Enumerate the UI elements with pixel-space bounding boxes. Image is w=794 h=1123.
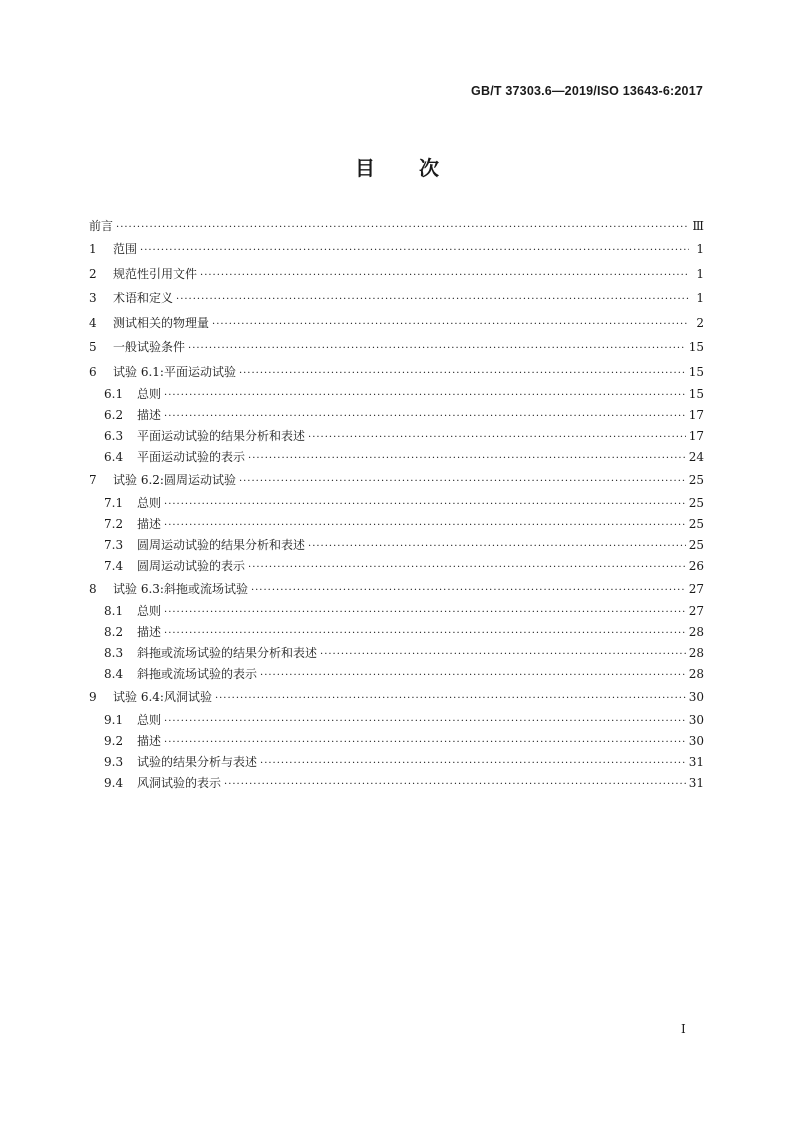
toc-entry-page: 17 — [688, 429, 704, 443]
title-char-2: 次 — [419, 156, 439, 180]
toc-entry-page: Ⅲ — [692, 219, 704, 233]
toc-entry[interactable] — [89, 535, 704, 556]
toc-entry[interactable] — [89, 384, 704, 405]
toc-entry[interactable] — [89, 237, 704, 262]
toc-entry[interactable] — [89, 643, 704, 664]
toc-entry[interactable] — [89, 514, 704, 535]
toc-entry-label: 测试相关的物理量 — [113, 315, 210, 330]
toc-entry-label: 描述 — [137, 625, 162, 639]
toc-leader-dots — [212, 313, 689, 338]
toc-leader-dots — [164, 515, 686, 536]
toc-entry-page: 25 — [688, 495, 704, 510]
toc-entry[interactable] — [89, 622, 704, 643]
toc-entry-number: 1 — [89, 242, 97, 256]
toc-leader-dots — [164, 602, 686, 623]
toc-entry-label: 总则 — [137, 604, 162, 618]
toc-entry-number: 8.2 — [104, 625, 124, 639]
toc-entry-number: 8.4 — [104, 667, 124, 681]
toc-entry-number: 6.3 — [104, 429, 124, 443]
toc-entry-label: 斜拖或流场试验的结果分析和表述 — [137, 646, 318, 660]
toc-leader-dots — [248, 448, 686, 469]
toc-entry[interactable] — [89, 405, 704, 426]
page-title — [0, 152, 794, 181]
toc-leader-dots — [140, 239, 689, 264]
toc-entry-page: 30 — [688, 712, 704, 727]
toc-entry-label: 描述 — [137, 408, 162, 422]
toc-entry-page: 15 — [688, 364, 704, 379]
toc-entry-number: 3 — [89, 291, 97, 305]
toc-entry-number: 2 — [89, 266, 97, 281]
toc-entry-number: 8.3 — [104, 646, 124, 660]
toc-entry-page: 17 — [688, 408, 704, 422]
toc-leader-dots — [260, 665, 686, 686]
toc-entry[interactable] — [89, 664, 704, 685]
toc-leader-dots — [116, 217, 689, 239]
toc-entry-page: 1 — [696, 242, 704, 256]
toc-entry-label: 前言 — [89, 219, 114, 233]
toc-leader-dots — [239, 362, 686, 387]
toc-entry-number: 7.1 — [104, 495, 124, 510]
toc-entry-number: 9.3 — [104, 754, 124, 769]
toc-entry-page: 30 — [688, 690, 704, 704]
toc-entry-page: 1 — [696, 291, 704, 305]
toc-entry-page: 25 — [688, 473, 704, 487]
toc-entry-page: 30 — [688, 733, 704, 748]
toc-entry-number: 6.2 — [104, 408, 124, 422]
toc-entry-label: 圆周运动试验的结果分析和表述 — [137, 537, 306, 552]
toc-leader-dots — [164, 385, 686, 406]
toc-entry-number: 9 — [89, 690, 97, 704]
toc-entry[interactable] — [89, 493, 704, 514]
toc-entry[interactable] — [89, 773, 704, 794]
toc-entry-label: 试验的结果分析与表述 — [137, 754, 258, 769]
toc-entry-number: 7.2 — [104, 516, 124, 531]
toc-entry-label: 平面运动试验的结果分析和表述 — [137, 429, 306, 443]
toc-entry-number: 4 — [89, 315, 97, 330]
toc-entry[interactable] — [89, 447, 704, 468]
toc-entry-number: 9.4 — [104, 775, 124, 790]
toc-entry[interactable] — [89, 556, 704, 577]
toc-entry-label: 总则 — [137, 712, 162, 727]
toc-entry-page: 15 — [688, 387, 704, 401]
toc-entry-label: 一般试验条件 — [113, 340, 186, 354]
toc-entry-number: 7 — [89, 473, 97, 487]
toc-leader-dots — [320, 644, 686, 665]
toc-entry[interactable] — [89, 335, 704, 360]
toc-entry-page: 2 — [696, 315, 704, 330]
toc-entry-page: 1 — [696, 266, 704, 281]
toc-entry[interactable] — [89, 215, 704, 237]
toc-entry[interactable] — [89, 468, 704, 493]
toc-entry-label: 风洞试验的表示 — [137, 775, 222, 790]
toc-entry-number: 6.1 — [104, 387, 124, 401]
toc-entry[interactable] — [89, 286, 704, 311]
toc-entry-page: 15 — [688, 340, 704, 354]
toc-entry-label: 描述 — [137, 516, 162, 531]
toc-entry-label: 范围 — [113, 242, 138, 256]
toc-entry-number: 8.1 — [104, 604, 124, 618]
toc-entry-number: 9.1 — [104, 712, 124, 727]
toc-entry[interactable] — [89, 731, 704, 752]
toc-entry[interactable] — [89, 262, 704, 287]
toc-entry-number: 9.2 — [104, 733, 124, 748]
toc-entry[interactable] — [89, 685, 704, 710]
toc-leader-dots — [248, 557, 686, 578]
toc-entry-label: 描述 — [137, 733, 162, 748]
table-of-contents — [89, 215, 704, 794]
toc-entry-label: 总则 — [137, 387, 162, 401]
toc-leader-dots — [224, 774, 686, 795]
toc-entry-page: 25 — [688, 516, 704, 531]
toc-leader-dots — [164, 732, 686, 753]
toc-entry-page: 28 — [688, 667, 704, 681]
toc-entry-label: 总则 — [137, 495, 162, 510]
toc-leader-dots — [215, 687, 686, 712]
toc-leader-dots — [200, 264, 689, 289]
toc-entry-label: 规范性引用文件 — [113, 266, 198, 281]
toc-leader-dots — [164, 494, 686, 515]
toc-entry-page: 26 — [688, 558, 704, 573]
toc-entry-page: 28 — [688, 625, 704, 639]
toc-entry-label: 试验 6.3:斜拖或流场试验 — [113, 581, 248, 596]
toc-leader-dots — [260, 753, 686, 774]
toc-entry[interactable] — [89, 360, 704, 385]
toc-entry[interactable] — [89, 577, 704, 602]
toc-entry-page: 27 — [688, 581, 704, 596]
toc-entry-label: 试验 6.1:平面运动试验 — [113, 364, 236, 379]
toc-entry-label: 圆周运动试验的表示 — [137, 558, 246, 573]
toc-leader-dots — [188, 337, 686, 362]
title-char-1: 目 — [355, 156, 375, 180]
toc-leader-dots — [308, 536, 686, 557]
toc-leader-dots — [164, 711, 686, 732]
toc-entry[interactable] — [89, 311, 704, 336]
toc-entry-page: 31 — [688, 775, 704, 790]
toc-entry[interactable] — [89, 426, 704, 447]
toc-leader-dots — [239, 470, 686, 495]
toc-entry-number: 8 — [89, 581, 97, 596]
toc-leader-dots — [164, 406, 686, 427]
toc-entry[interactable] — [89, 710, 704, 731]
toc-entry-label: 术语和定义 — [113, 291, 174, 305]
toc-leader-dots — [164, 623, 686, 644]
toc-entry-number: 7.4 — [104, 558, 124, 573]
toc-leader-dots — [308, 427, 686, 448]
toc-entry-number: 7.3 — [104, 537, 124, 552]
toc-entry-page: 24 — [688, 450, 704, 464]
toc-entry-number: 6 — [89, 364, 97, 379]
toc-entry-page: 31 — [688, 754, 704, 769]
toc-entry[interactable] — [89, 752, 704, 773]
toc-entry-page: 25 — [688, 537, 704, 552]
toc-entry-number: 5 — [89, 340, 97, 354]
toc-leader-dots — [176, 288, 689, 313]
toc-entry-number: 6.4 — [104, 450, 124, 464]
toc-entry-page: 28 — [688, 646, 704, 660]
toc-entry-label: 试验 6.4:风洞试验 — [113, 690, 212, 704]
toc-entry-label: 斜拖或流场试验的表示 — [137, 667, 258, 681]
toc-entry-label: 试验 6.2:圆周运动试验 — [113, 473, 236, 487]
standard-code-header: GB/T 37303.6—2019/ISO 13643-6:2017 — [471, 84, 703, 98]
page-number: I — [681, 1022, 686, 1036]
toc-leader-dots — [251, 579, 686, 604]
toc-entry-page: 27 — [688, 604, 704, 618]
toc-entry-label: 平面运动试验的表示 — [137, 450, 246, 464]
toc-entry[interactable] — [89, 601, 704, 622]
